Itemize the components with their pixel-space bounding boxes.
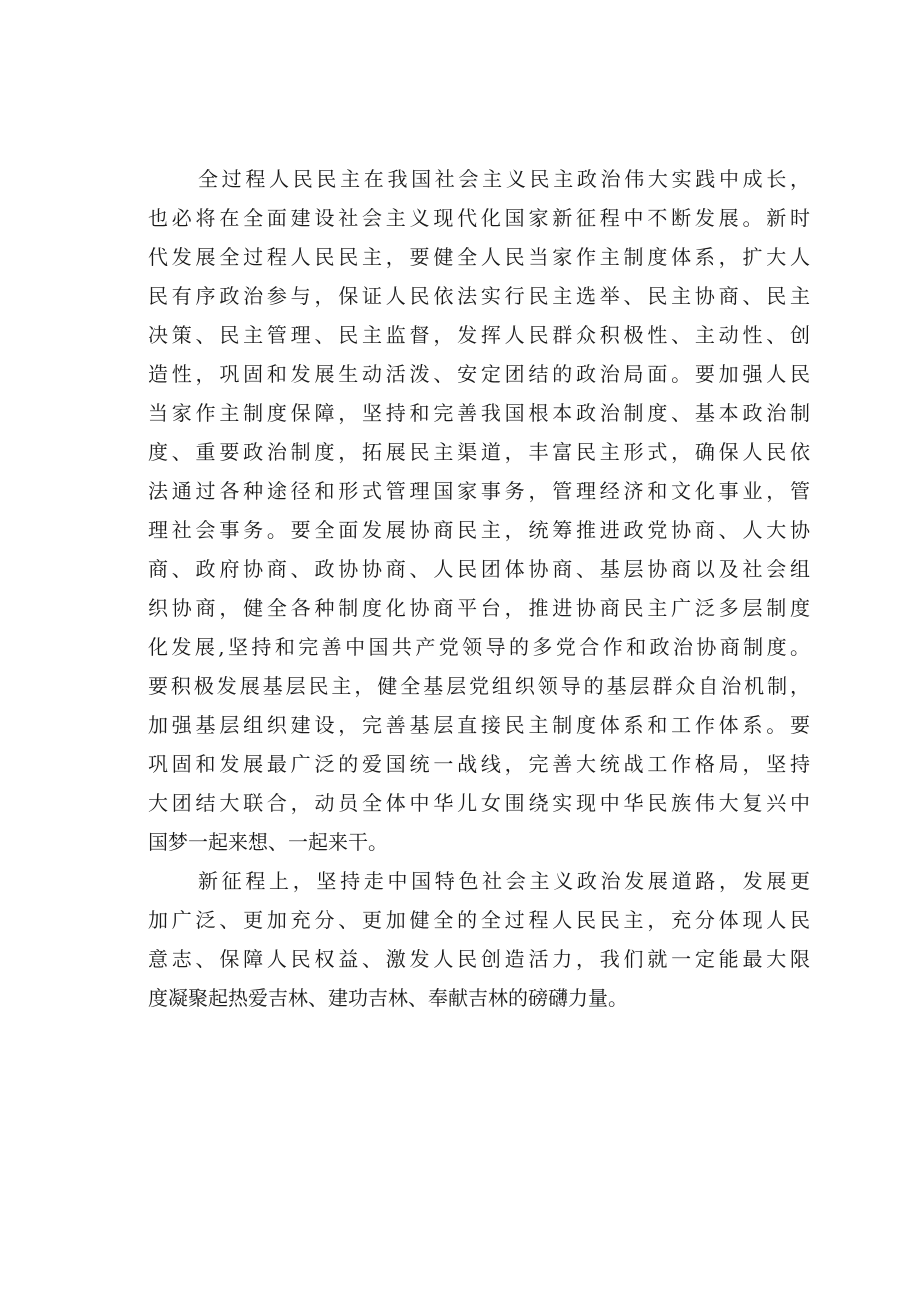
paragraph-line: 加广泛、更加充分、更加健全的全过程人民民主，充分体现人民 bbox=[148, 908, 810, 932]
paragraph-line: 化发展,坚持和完善中国共产党领导的多党合作和政治协商制度。 bbox=[148, 635, 810, 659]
paragraph-line: 理社会事务。要全面发展协商民主，统筹推进政党协商、人大协 bbox=[148, 518, 810, 542]
paragraph-2 bbox=[148, 862, 810, 1018]
paragraph-line: 织协商，健全各种制度化协商平台，推进协商民主广泛多层制度 bbox=[148, 596, 810, 620]
paragraph-line: 造性，巩固和发展生动活泼、安定团结的政治局面。要加强人民 bbox=[148, 362, 810, 386]
paragraph-line: 意志、保障人民权益、激发人民创造活力，我们就一定能最大限 bbox=[148, 947, 810, 971]
paragraph-line: 也必将在全面建设社会主义现代化国家新征程中不断发展。新时 bbox=[148, 206, 810, 230]
paragraph-line: 巩固和发展最广泛的爱国统一战线，完善大统战工作格局，坚持 bbox=[148, 752, 810, 776]
paragraph-line: 大团结大联合，动员全体中华儿女围绕实现中华民族伟大复兴中 bbox=[148, 791, 810, 815]
paragraph-line: 法通过各种途径和形式管理国家事务，管理经济和文化事业，管 bbox=[148, 479, 810, 503]
paragraph-line: 全过程人民民主在我国社会主义民主政治伟大实践中成长， bbox=[198, 167, 810, 191]
paragraph-line: 决策、民主管理、民主监督，发挥人民群众积极性、主动性、创 bbox=[148, 323, 810, 347]
paragraph-line: 度凝聚起热爱吉林、建功吉林、奉献吉林的磅礴力量。 bbox=[148, 986, 628, 1010]
paragraph-line: 商、政府协商、政协协商、人民团体协商、基层协商以及社会组 bbox=[148, 557, 810, 581]
document-body bbox=[148, 160, 810, 1018]
paragraph-line: 度、重要政治制度，拓展民主渠道，丰富民主形式，确保人民依 bbox=[148, 440, 810, 464]
paragraph-line: 加强基层组织建设，完善基层直接民主制度体系和工作体系。要 bbox=[148, 713, 810, 737]
paragraph-line: 代发展全过程人民民主，要健全人民当家作主制度体系，扩大人 bbox=[148, 245, 810, 269]
paragraph-1 bbox=[148, 160, 810, 862]
paragraph-line: 民有序政治参与，保证人民依法实行民主选举、民主协商、民主 bbox=[148, 284, 810, 308]
paragraph-line: 当家作主制度保障，坚持和完善我国根本政治制度、基本政治制 bbox=[148, 401, 810, 425]
paragraph-line: 要积极发展基层民主，健全基层党组织领导的基层群众自治机制， bbox=[148, 674, 810, 698]
paragraph-line: 国梦一起来想、一起来干。 bbox=[148, 830, 388, 854]
paragraph-line: 新征程上，坚持走中国特色社会主义政治发展道路，发展更 bbox=[198, 869, 810, 893]
